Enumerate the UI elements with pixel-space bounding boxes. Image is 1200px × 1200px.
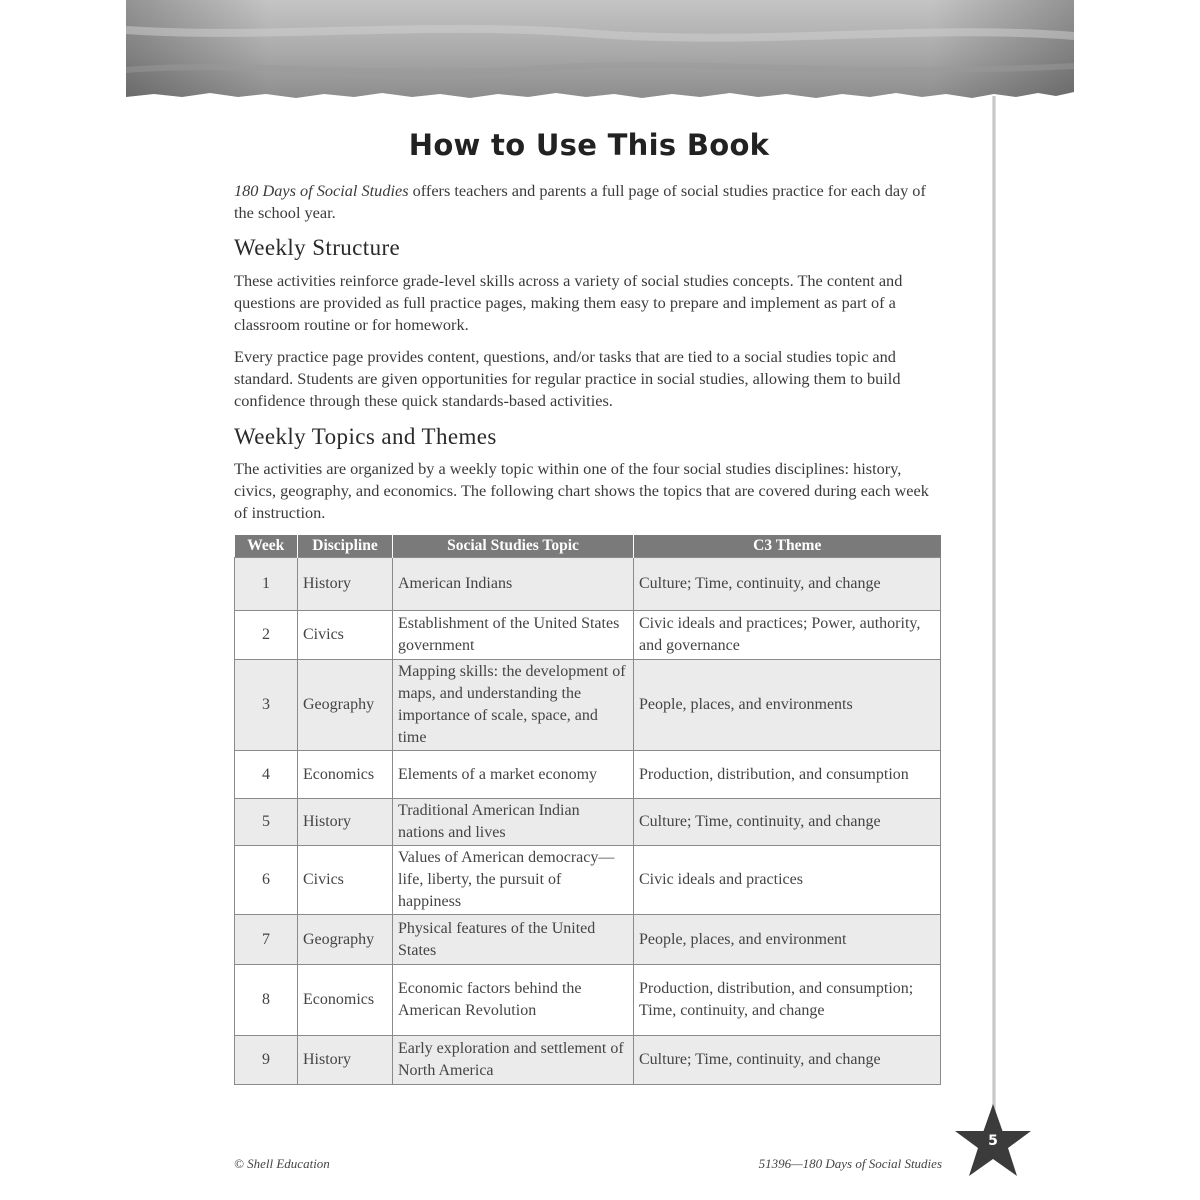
cell-week: 5 — [235, 799, 298, 846]
table-row — [235, 611, 941, 660]
cell-week: 7 — [235, 915, 298, 965]
cell-discipline: History — [298, 558, 393, 611]
header-theme: C3 Theme — [634, 535, 941, 558]
cell-week: 8 — [235, 965, 298, 1036]
footer-copyright: © Shell Education — [234, 1156, 330, 1171]
table-row — [235, 558, 941, 611]
table-header-row — [235, 535, 941, 558]
book-page — [126, 0, 1074, 1200]
cell-discipline: Geography — [298, 660, 393, 751]
table-row — [235, 846, 941, 915]
cell-discipline: History — [298, 1036, 393, 1085]
cell-theme: People, places, and environments — [634, 660, 941, 751]
cell-week: 3 — [235, 660, 298, 751]
book-title-italic: 180 Days of Social Studies — [234, 181, 409, 200]
cell-theme: Culture; Time, continuity, and change — [634, 558, 941, 611]
header-discipline: Discipline — [298, 535, 393, 558]
cell-week: 9 — [235, 1036, 298, 1085]
cell-week: 1 — [235, 558, 298, 611]
weekly-topics-heading: Weekly Topics and Themes — [234, 424, 497, 449]
cell-discipline: Civics — [298, 611, 393, 660]
intro-text: offers teachers and parents a full page of social studies practice for each day of the school year. — [234, 181, 926, 222]
topics-table — [234, 535, 941, 1085]
cell-theme: Culture; Time, continuity, and change — [634, 799, 941, 846]
cell-theme: People, places, and environment — [634, 915, 941, 965]
cell-discipline: Economics — [298, 751, 393, 799]
page-number: 5 — [988, 1133, 998, 1149]
weekly-topics-paragraph: The activities are organized by a weekly topic within one of the four social studies disciplines: history, civics, geography, and economics. The following chart shows the topics that are covered during each week of instruction. — [234, 459, 929, 522]
cell-discipline: History — [298, 799, 393, 846]
cell-week: 2 — [235, 611, 298, 660]
cell-theme: Production, distribution, and consumption; Time, continuity, and change — [634, 965, 941, 1036]
cell-discipline: Civics — [298, 846, 393, 915]
table-row — [235, 799, 941, 846]
footer-book-id: 51396—180 Days of Social Studies — [758, 1156, 942, 1171]
weekly-structure-heading: Weekly Structure — [234, 235, 401, 260]
weekly-structure-paragraph-1: These activities reinforce grade-level skills across a variety of social studies concepts. The content and questions are provided as full practice pages, making them easy to prepare and implement as part of a classroom routine or for homework. — [234, 271, 903, 334]
page-edge-rule — [992, 96, 996, 1136]
table-row — [235, 965, 941, 1036]
weekly-structure-paragraph-2: Every practice page provides content, questions, and/or tasks that are tied to a social studies topic and standard. Students are given opportunities for regular practice in social studies, allowing them to build confidence through these quick standards-based activities. — [234, 347, 901, 410]
cell-topic: Values of American democracy—life, liberty, the pursuit of happiness — [393, 846, 634, 915]
cell-topic: Traditional American Indian nations and lives — [393, 799, 634, 846]
cell-discipline: Geography — [298, 915, 393, 965]
table-row — [235, 751, 941, 799]
cell-topic: Establishment of the United States government — [393, 611, 634, 660]
table-row — [235, 915, 941, 965]
table-row — [235, 660, 941, 751]
cell-theme: Production, distribution, and consumption — [634, 751, 941, 799]
cell-topic: American Indians — [393, 558, 634, 611]
cell-topic: Elements of a market economy — [393, 751, 634, 799]
table-row — [235, 1036, 941, 1085]
page-title: How to Use This Book — [408, 128, 770, 162]
header-week: Week — [235, 535, 298, 558]
cell-week: 6 — [235, 846, 298, 915]
cell-discipline: Economics — [298, 965, 393, 1036]
cell-theme: Culture; Time, continuity, and change — [634, 1036, 941, 1085]
cell-topic: Early exploration and settlement of North America — [393, 1036, 634, 1085]
cell-theme: Civic ideals and practices; Power, authority, and governance — [634, 611, 941, 660]
header-banner — [126, 0, 1074, 100]
intro-paragraph — [234, 180, 938, 224]
header-topic: Social Studies Topic — [393, 535, 634, 558]
cell-topic: Economic factors behind the American Revolution — [393, 965, 634, 1036]
cell-topic: Mapping skills: the development of maps, and understanding the importance of scale, space, and time — [393, 660, 634, 751]
cell-week: 4 — [235, 751, 298, 799]
cell-theme: Civic ideals and practices — [634, 846, 941, 915]
cell-topic: Physical features of the United States — [393, 915, 634, 965]
